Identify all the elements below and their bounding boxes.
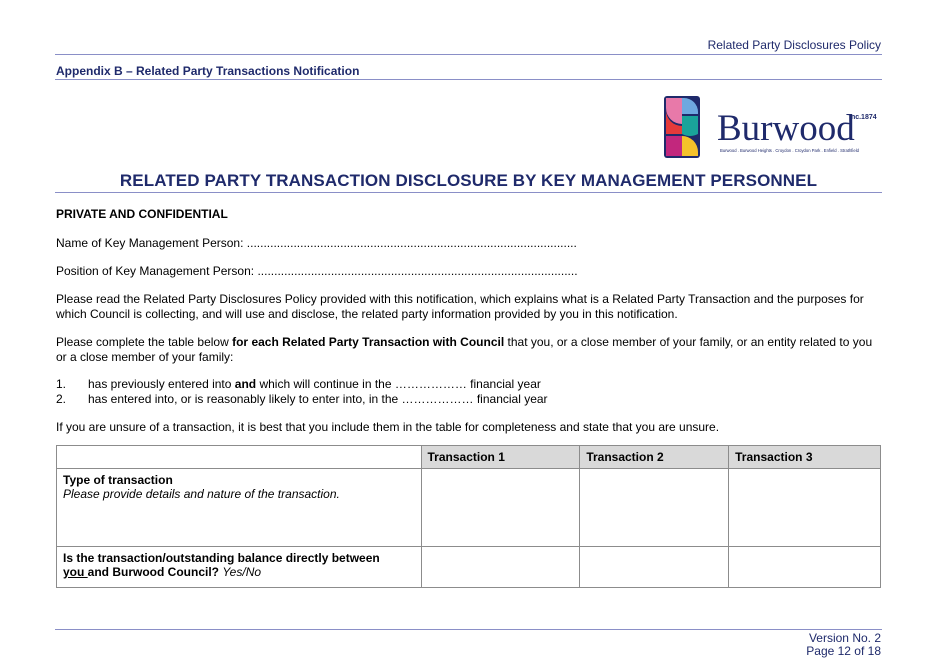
version-number: Version No. 2	[808, 631, 881, 645]
logo-established: Inc.1874	[849, 114, 877, 121]
logo-suburbs: Burwood . Burwood Heights . Croydon . Croydon Park . Enfield . Strathfield	[720, 148, 859, 153]
list-item: 1. has previously entered into and which will continue in the ……………… financial year	[56, 377, 541, 391]
position-field[interactable]	[56, 264, 882, 279]
instruction-start: Please complete the table below	[56, 335, 233, 349]
table-row	[57, 547, 881, 588]
logo-wordmark: Burwood	[717, 108, 855, 149]
burwood-logo	[662, 94, 884, 160]
intro-paragraph: Please read the Related Party Disclosures Policy provided with this notification, which explains what is a Related Party Transaction and the purposes for which Council is collecting, and will use and disclose, the related party information provided by you in this notification.	[56, 292, 864, 321]
name-label: Name of Key Management Person:	[56, 236, 244, 250]
cell-direct-transaction-2[interactable]	[580, 547, 729, 588]
table-header-row	[57, 446, 881, 469]
appendix-rule	[55, 79, 882, 80]
title-rule	[55, 192, 882, 193]
direct-label-you: you	[63, 565, 88, 579]
direct-label-line1: Is the transaction/outstanding balance directly between	[63, 551, 380, 565]
policy-title: Related Party Disclosures Policy	[707, 38, 881, 52]
document-title: RELATED PARTY TRANSACTION DISCLOSURE BY KEY MANAGEMENT PERSONNEL	[119, 171, 818, 190]
confidential-label: PRIVATE AND CONFIDENTIAL	[56, 207, 228, 221]
footer-rule	[55, 629, 882, 630]
direct-hint: Yes/No	[222, 565, 262, 579]
position-dots: ................................................................................................	[257, 264, 578, 278]
row-label-type	[57, 469, 422, 547]
header-transaction-1: Transaction 1	[421, 446, 580, 469]
header-transaction-3: Transaction 3	[729, 446, 881, 469]
appendix-title: Appendix B – Related Party Transactions Notification	[56, 64, 360, 78]
instruction-end: that you, or a close member of your family, or an entity related to you or a close member of your family:	[56, 335, 873, 364]
footer	[806, 632, 881, 658]
type-label: Type of transaction	[63, 473, 173, 487]
header-cell-blank	[57, 446, 422, 469]
list-item: 2. has entered into, or is reasonably likely to enter into, in the ……………… financial year	[56, 391, 548, 406]
unsure-paragraph: If you are unsure of a transaction, it is best that you include them in the table for completeness and state that you are unsure.	[56, 420, 720, 434]
table-row	[57, 469, 881, 547]
type-hint: Please provide details and nature of the transaction.	[63, 487, 340, 501]
instruction-bold: for each Related Party Transaction with Council	[232, 335, 505, 349]
direct-label-rest: and Burwood Council?	[87, 565, 219, 579]
page-number: Page 12 of 18	[806, 644, 881, 658]
instruction-paragraph	[56, 335, 882, 364]
row-label-direct	[57, 547, 422, 588]
logo-mark-icon	[664, 96, 700, 158]
cell-type-transaction-2[interactable]	[580, 469, 729, 547]
name-dots: ...................................................................................................	[246, 236, 577, 250]
cell-type-transaction-3[interactable]	[729, 469, 881, 547]
cell-type-transaction-1[interactable]	[421, 469, 580, 547]
cell-direct-transaction-1[interactable]	[421, 547, 580, 588]
header-rule	[55, 54, 882, 55]
name-field[interactable]	[56, 236, 882, 251]
transactions-table	[56, 445, 881, 588]
criteria-list	[56, 377, 548, 406]
position-label: Position of Key Management Person:	[56, 264, 255, 278]
cell-direct-transaction-3[interactable]	[729, 547, 881, 588]
header-transaction-2: Transaction 2	[580, 446, 729, 469]
